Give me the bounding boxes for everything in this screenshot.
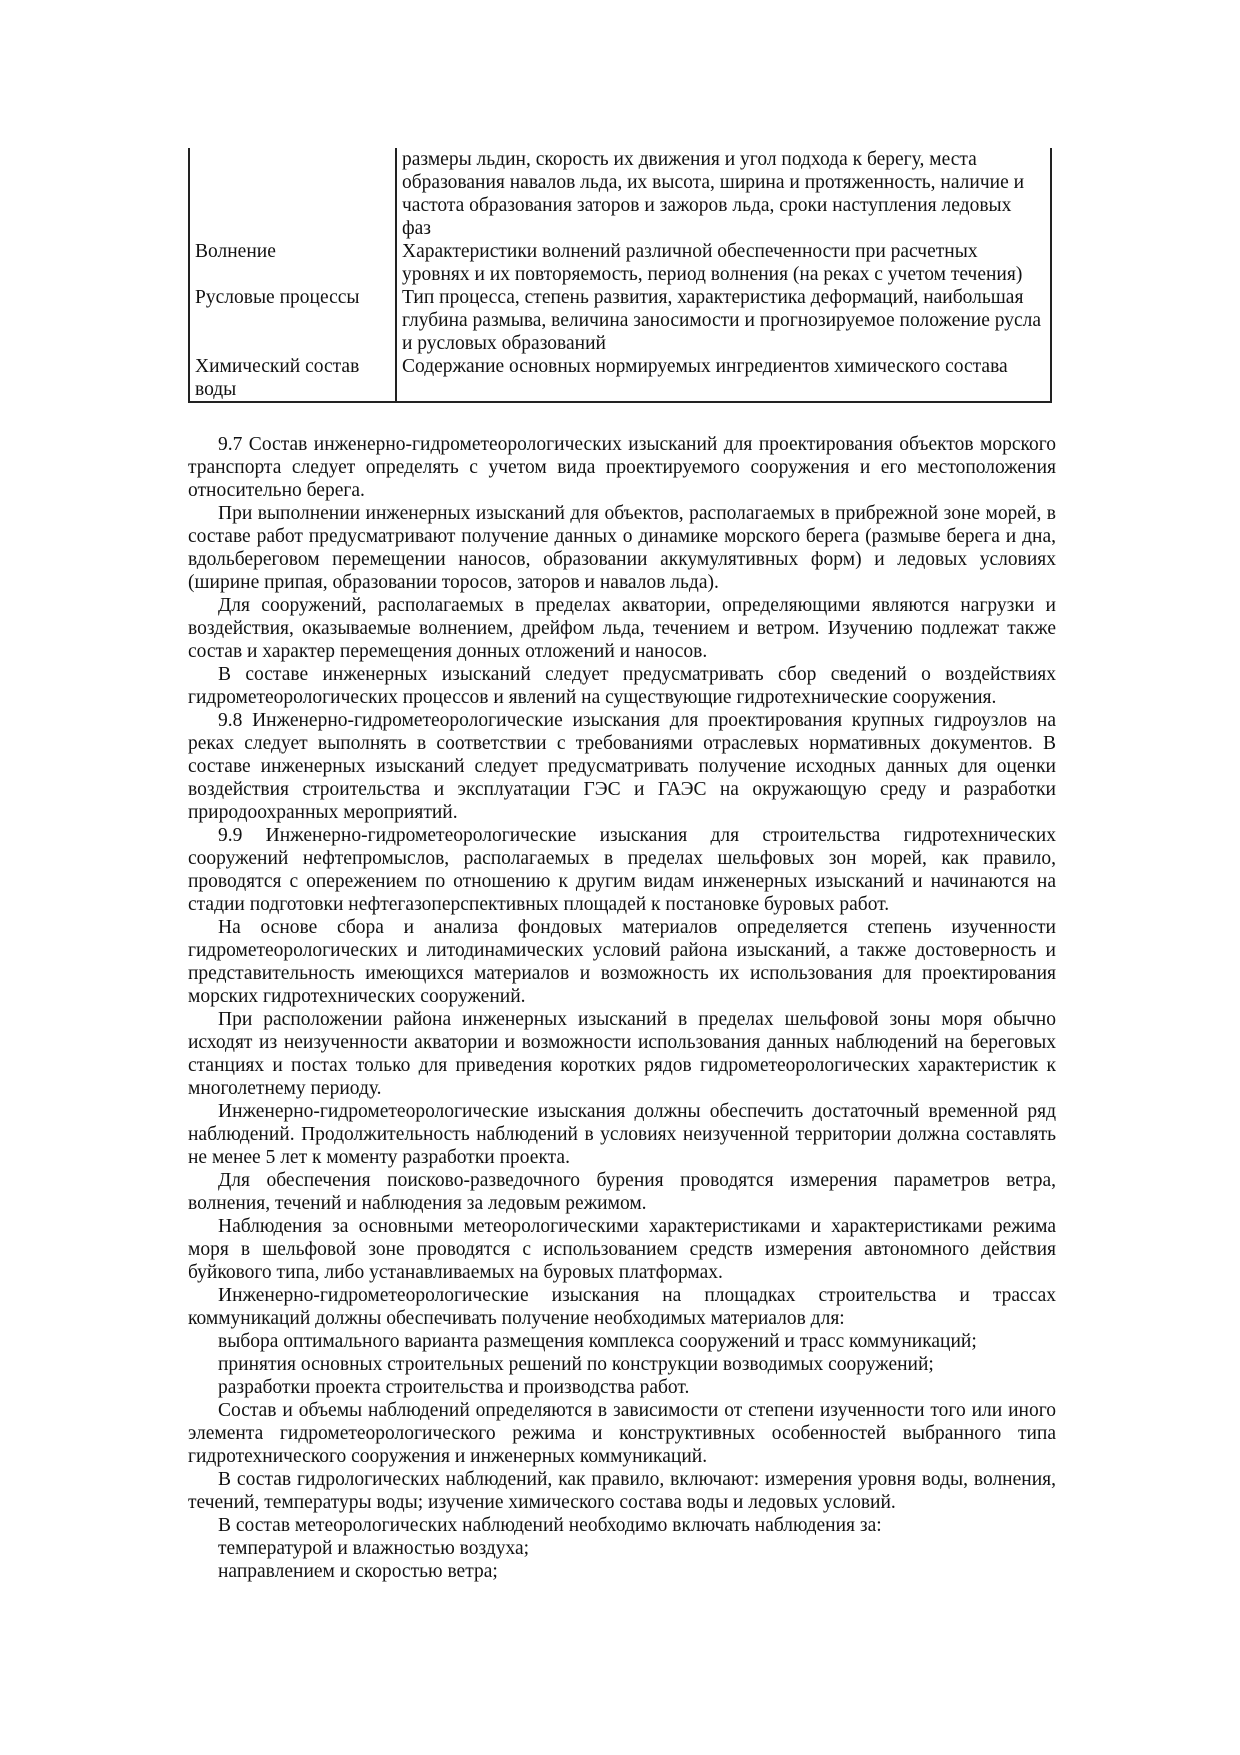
table-row	[189, 286, 1051, 355]
paragraph: При расположении района инженерных изысканий в пределах шельфовой зоны моря обычно исходят из неизученности акватории и возможности использования данных наблюдений на береговых станциях и постах только для приведения коротких рядов гидрометеорологических характеристик к многолетнему периоду.	[188, 1009, 1056, 1099]
table-cell-parameter	[189, 148, 396, 240]
table-cell-description: Тип процесса, степень развития, характеристика деформаций, наибольшая глубина размыва, величина заносимости и прогнозируемое положение русла и русловых образований	[396, 286, 1051, 355]
list-item: разработки проекта строительства и производства работ.	[218, 1377, 690, 1398]
paragraph: В состав метеорологических наблюдений необходимо включать наблюдения за:	[218, 1515, 882, 1536]
paragraph: Наблюдения за основными метеорологическими характеристиками и характеристиками режима моря в шельфовой зоне проводятся с использованием средств измерения автономного действия буйкового типа, либо устанавливаемых на буровых платформах.	[188, 1216, 1056, 1283]
list-item: принятия основных строительных решений по конструкции возводимых сооружений;	[218, 1354, 934, 1375]
requirements-table	[188, 148, 1052, 403]
paragraph: Состав и объемы наблюдений определяются в зависимости от степени изученности того или иного элемента гидрометеорологического режима и конструктивных особенностей выбранного типа гидротехнического сооружения и инженерных коммуникаций.	[188, 1400, 1056, 1467]
table-row	[189, 240, 1051, 286]
table-row	[189, 148, 1051, 240]
paragraph: При выполнении инженерных изысканий для объектов, располагаемых в прибрежной зоне морей, в составе работ предусматривают получение данных о динамике морского берега (размыве берега и дна, вдольбереговом перемещении наносов, образовании аккумулятивных форм) и ледовых условиях (ширине припая, образовании торосов, заторов и навалов льда).	[188, 503, 1056, 593]
list-item: выбора оптимального варианта размещения комплекса сооружений и трасс коммуникаций;	[218, 1331, 977, 1352]
document-page	[188, 148, 1056, 1583]
list-item: направлением и скоростью ветра;	[218, 1561, 498, 1582]
table-cell-parameter: Химический состав воды	[189, 355, 396, 402]
paragraph: На основе сбора и анализа фондовых материалов определяется степень изученности гидрометеорологических и литодинамических условий района изысканий, а также достоверность и представительность имеющихся материалов и возможность их использования для проектирования морских гидротехнических сооружений.	[188, 917, 1056, 1007]
table-cell-description: размеры льдин, скорость их движения и угол подхода к берегу, места образования навалов льда, их высота, ширина и протяженность, наличие и частота образования заторов и зажоров льда, сроки наступления ледовых фаз	[396, 148, 1051, 240]
paragraph-9-8: 9.8 Инженерно-гидрометеорологические изыскания для проектирования крупных гидроузлов на реках следует выполнять в соответствии с требованиями отраслевых нормативных документов. В составе инженерных изысканий следует предусматривать получение исходных данных для оценки воздействия строительства и эксплуатации ГЭС и ГАЭС на окружающую среду и разработки природоохранных мероприятий.	[188, 710, 1056, 823]
table-cell-description: Содержание основных нормируемых ингредиентов химического состава	[396, 355, 1051, 402]
paragraph: В составе инженерных изысканий следует предусматривать сбор сведений о воздействиях гидрометеорологических процессов и явлений на существующие гидротехнические сооружения.	[188, 664, 1056, 708]
paragraph: Для сооружений, располагаемых в пределах акватории, определяющими являются нагрузки и воздействия, оказываемые волнением, дрейфом льда, течением и ветром. Изучению подлежат также состав и характер перемещения донных отложений и наносов.	[188, 595, 1056, 662]
paragraph: В состав гидрологических наблюдений, как правило, включают: измерения уровня воды, волнения, течений, температуры воды; изучение химического состава воды и ледовых условий.	[188, 1469, 1056, 1513]
table-cell-parameter: Волнение	[189, 240, 396, 286]
paragraph-9-9: 9.9 Инженерно-гидрометеорологические изыскания для строительства гидротехнических сооружений нефтепромыслов, располагаемых в пределах шельфовых зон морей, как правило, проводятся с опережением по отношению к другим видам инженерных изысканий и начинаются на стадии подготовки нефтегазоперспективных площадей к постановке буровых работ.	[188, 825, 1056, 915]
paragraph-9-7: 9.7 Состав инженерно-гидрометеорологических изысканий для проектирования объектов морского транспорта следует определять с учетом вида проектируемого сооружения и его местоположения относительно берега.	[188, 434, 1056, 501]
paragraph: Для обеспечения поисково-разведочного бурения проводятся измерения параметров ветра, волнения, течений и наблюдения за ледовым режимом.	[188, 1170, 1056, 1214]
table-cell-parameter: Русловые процессы	[189, 286, 396, 355]
table-cell-description: Характеристики волнений различной обеспеченности при расчетных уровнях и их повторяемость, период волнения (на реках с учетом течения)	[396, 240, 1051, 286]
table-row	[189, 355, 1051, 402]
list-item: температурой и влажностью воздуха;	[218, 1538, 530, 1559]
body-text	[188, 433, 1056, 1583]
paragraph: Инженерно-гидрометеорологические изыскания должны обеспечить достаточный временной ряд наблюдений. Продолжительность наблюдений в условиях неизученной территории должна составлять не менее 5 лет к моменту разработки проекта.	[188, 1101, 1056, 1168]
paragraph: Инженерно-гидрометеорологические изыскания на площадках строительства и трассах коммуникаций должны обеспечивать получение необходимых материалов для:	[188, 1285, 1056, 1329]
